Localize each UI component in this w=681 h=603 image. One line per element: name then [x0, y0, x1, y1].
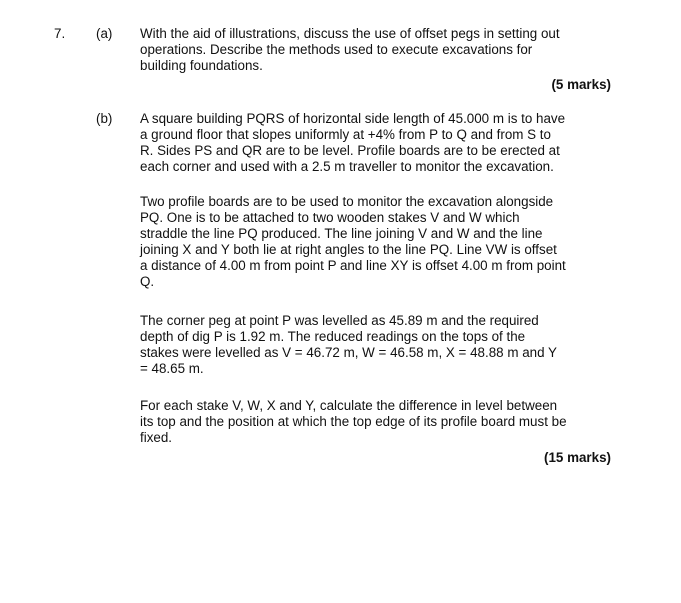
part-b-paragraph-1	[140, 111, 618, 175]
part-a-label: (a)	[96, 26, 113, 41]
part-b-label: (b)	[96, 111, 113, 126]
part-b-p1-line: each corner and used with a 2.5 m traveller to monitor the excavation.	[140, 159, 554, 174]
part-b-paragraph-3	[140, 313, 618, 377]
part-b-p4-line: fixed.	[140, 430, 173, 445]
part-b-marks: (15 marks)	[544, 450, 611, 465]
part-a-line: building foundations.	[140, 58, 263, 73]
part-a-line: operations. Describe the methods used to execute excavations for	[140, 42, 533, 57]
part-b-p1-line: A square building PQRS of horizontal side length of 45.000 m is to have	[140, 111, 566, 126]
part-b-p2-line: Q.	[140, 274, 155, 289]
part-b-p4-line: For each stake V, W, X and Y, calculate the difference in level between	[140, 398, 558, 413]
part-b-p2-line: PQ. One is to be attached to two wooden stakes V and W which	[140, 210, 520, 225]
part-b-paragraph-2	[140, 194, 618, 290]
part-b-p3-line: stakes were levelled as V = 46.72 m, W = 46.58 m, X = 48.88 m and Y	[140, 345, 557, 360]
part-a-text	[140, 26, 618, 74]
part-b-p3-line: = 48.65 m.	[140, 361, 204, 376]
part-b-p1-line: R. Sides PS and QR are to be level. Profile boards are to be erected at	[140, 143, 560, 158]
part-b-p2-line: straddle the line PQ produced. The line joining V and W and the line	[140, 226, 543, 241]
part-b-p2-line: Two profile boards are to be used to monitor the excavation alongside	[140, 194, 554, 209]
part-b-p2-line: a distance of 4.00 m from point P and line XY is offset 4.00 m from point	[140, 258, 566, 273]
part-b-p2-line: joining X and Y both lie at right angles to the line PQ. Line VW is offset	[140, 242, 557, 257]
part-b-p3-line: The corner peg at point P was levelled as 45.89 m and the required	[140, 313, 539, 328]
part-b-p1-line: a ground floor that slopes uniformly at +4% from P to Q and from S to	[140, 127, 551, 142]
part-b-paragraph-4	[140, 398, 618, 446]
question-number: 7.	[54, 26, 66, 41]
part-b-p3-line: depth of dig P is 1.92 m. The reduced readings on the tops of the	[140, 329, 526, 344]
part-a-marks: (5 marks)	[551, 77, 611, 92]
part-a-line: With the aid of illustrations, discuss the use of offset pegs in setting out	[140, 26, 560, 41]
part-b-p4-line: its top and the position at which the top edge of its profile board must be	[140, 414, 567, 429]
